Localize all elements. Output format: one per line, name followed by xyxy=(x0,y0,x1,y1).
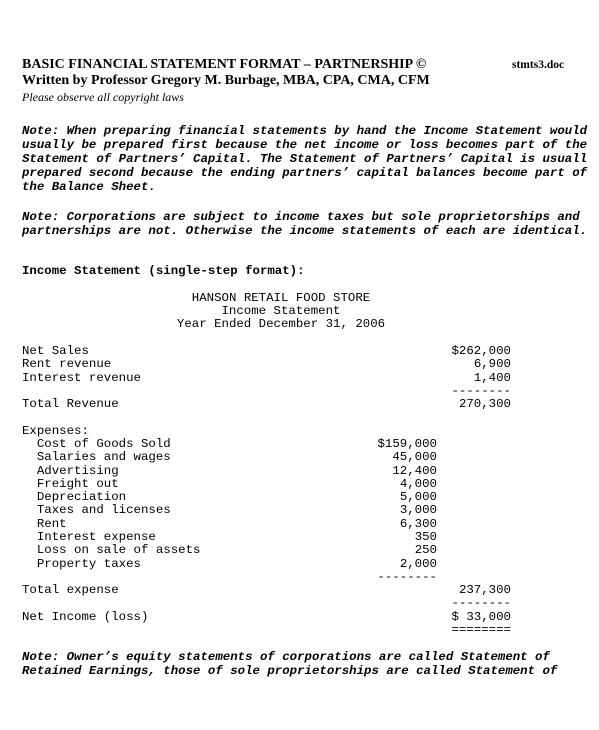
revenue-rule: -------- xyxy=(451,384,511,398)
note1-line: usually be prepared first because the net income or loss becomes part of the xyxy=(22,138,588,152)
note2-line: Note: Corporations are subject to income taxes but sole proprietorships and xyxy=(22,210,580,224)
expense-label: Loss on sale of assets xyxy=(22,543,201,557)
expense-amount: 350 xyxy=(414,530,437,544)
expense-amount: $159,000 xyxy=(377,437,437,451)
expense-amount: 2,000 xyxy=(399,557,437,571)
expense-amount: 250 xyxy=(414,543,437,557)
total-revenue-label: Total Revenue xyxy=(22,397,119,411)
expense-label: Advertising xyxy=(22,464,119,478)
total-rule: -------- xyxy=(451,596,511,610)
total-expense-amount: 237,300 xyxy=(458,583,511,597)
author-line: Written by Professor Gregory M. Burbage, MBA, CPA, CMA, CFM xyxy=(22,73,430,88)
note2-line: partnerships are not. Otherwise the income statements of each are identical. xyxy=(22,224,588,238)
note3-line: Retained Earnings, those of sole proprietorships are called Statement of xyxy=(22,664,558,678)
expense-label: Rent xyxy=(22,517,67,531)
expense-label: Interest expense xyxy=(22,530,156,544)
note1-line: prepared second because the ending partners’ capital balances become part of xyxy=(22,166,588,180)
expense-amount: 5,000 xyxy=(399,490,437,504)
company-name: HANSON RETAIL FOOD STORE xyxy=(191,291,371,305)
revenue-label: Interest revenue xyxy=(22,371,141,385)
expense-label: Taxes and licenses xyxy=(22,503,171,517)
section-heading: Income Statement (single-step format): xyxy=(22,264,305,278)
copyright-line: Please observe all copyright laws xyxy=(22,90,184,104)
statement-period: Year Ended December 31, 2006 xyxy=(176,317,386,331)
expense-amount: 12,400 xyxy=(392,464,437,478)
expense-label: Depreciation xyxy=(22,490,127,504)
expense-label: Freight out xyxy=(22,477,119,491)
note1-line: the Balance Sheet. xyxy=(22,180,156,194)
net-rule: ======== xyxy=(451,623,511,637)
document-title: BASIC FINANCIAL STATEMENT FORMAT – PARTNERSHIP © xyxy=(22,57,427,72)
expenses-heading: Expenses: xyxy=(22,424,89,438)
revenue-amount: $262,000 xyxy=(451,344,511,358)
note1-line: Statement of Partners’ Capital. The Statement of Partners’ Capital is usuall xyxy=(22,152,588,166)
expense-amount: 3,000 xyxy=(399,503,437,517)
note3-line: Note: Owner’s equity statements of corporations are called Statement of xyxy=(22,650,550,664)
file-name: stmts3.doc xyxy=(512,59,565,71)
note1-line: Note: When preparing financial statements by hand the Income Statement would xyxy=(22,124,588,138)
expense-label: Cost of Goods Sold xyxy=(22,437,171,451)
expense-label: Salaries and wages xyxy=(22,450,171,464)
expense-label: Property taxes xyxy=(22,557,141,571)
expense-rule: -------- xyxy=(377,570,437,584)
revenue-amount: 1,400 xyxy=(473,371,511,385)
statement-name: Income Statement xyxy=(221,304,341,318)
total-expense-label: Total expense xyxy=(22,583,119,597)
expense-amount: 45,000 xyxy=(392,450,437,464)
net-income-label: Net Income (loss) xyxy=(22,610,149,624)
expense-amount: 6,300 xyxy=(399,517,437,531)
revenue-label: Net Sales xyxy=(22,344,89,358)
revenue-amount: 6,900 xyxy=(473,357,511,371)
net-income-amount: $ 33,000 xyxy=(451,610,511,624)
total-revenue-amount: 270,300 xyxy=(458,397,511,411)
expense-amount: 4,000 xyxy=(399,477,437,491)
revenue-label: Rent revenue xyxy=(22,357,112,371)
